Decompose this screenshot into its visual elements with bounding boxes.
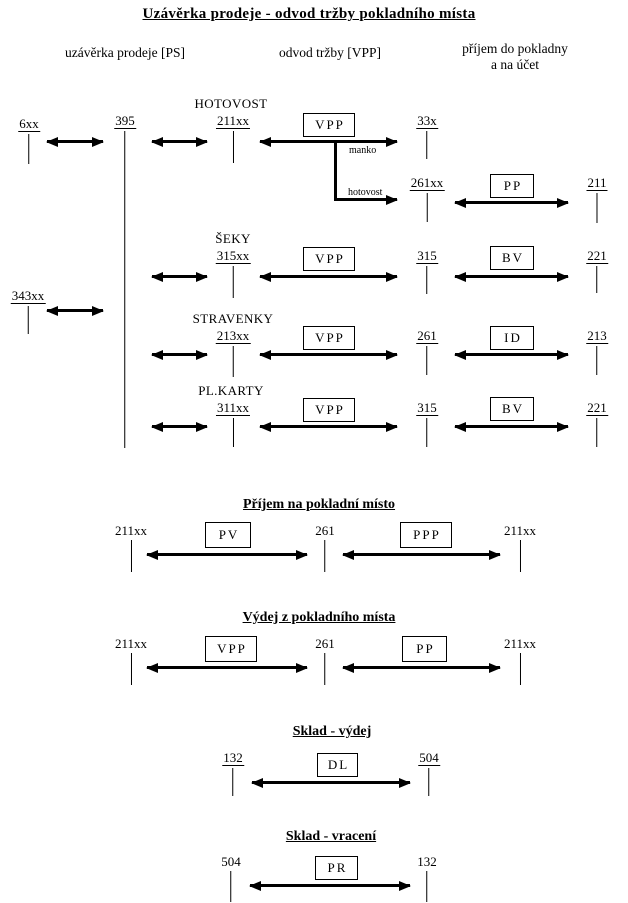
- account-stem: [325, 653, 326, 685]
- account-stem: [325, 540, 326, 572]
- column-header-receipt-line2: a na účet: [491, 57, 539, 72]
- t-account-261xx: 261xx: [410, 175, 445, 222]
- account-stem: [427, 193, 428, 222]
- account-stem: [427, 418, 428, 447]
- doc-box-pv: PV: [205, 522, 251, 548]
- manko-label: manko: [349, 145, 377, 156]
- account-stem: [520, 540, 521, 572]
- column-header-transfer: odvod tržby [VPP]: [279, 45, 381, 60]
- t-account-33x: 33x: [416, 113, 438, 159]
- category-label-stravenky: STRAVENKY: [192, 311, 274, 326]
- account-stem: [597, 418, 598, 447]
- category-label-plkarty: PL.KARTY: [198, 383, 264, 398]
- doc-box-vpp: VPP: [205, 636, 257, 662]
- doc-box-dl: DL: [317, 753, 358, 777]
- account-stem: [597, 346, 598, 375]
- t-account-132: 132: [222, 750, 244, 796]
- double-arrow-315-221: [455, 275, 568, 278]
- t-account-213xx: 213xx: [216, 328, 251, 377]
- account-stem: [520, 653, 521, 685]
- doc-box-id: ID: [490, 326, 534, 350]
- t-account-211xx-left: 211xx: [114, 523, 148, 572]
- t-account-261: 261: [314, 523, 336, 572]
- double-arrow-vpp-row3: [260, 353, 397, 356]
- column-header-closing: uzávěrka prodeje [PS]: [65, 45, 185, 60]
- account-stem: [29, 134, 30, 164]
- category-label-hotovost: HOTOVOST: [194, 96, 268, 111]
- double-arrow-manko: [260, 140, 397, 143]
- arrow-hotovost: [336, 198, 397, 201]
- double-arrow-vpp-row4: [260, 425, 397, 428]
- doc-box-pp: PP: [402, 636, 447, 662]
- double-arrow-395-211xx: [152, 140, 207, 143]
- doc-box-vpp: VPP: [303, 113, 355, 137]
- doc-box-pp: PP: [490, 174, 534, 198]
- account-stem: [131, 653, 132, 685]
- doc-box-pr: PR: [315, 856, 358, 880]
- doc-box-vpp: VPP: [303, 326, 355, 350]
- account-stem: [233, 266, 234, 298]
- double-arrow-ppp: [343, 553, 500, 556]
- double-arrow-vpp-row2: [260, 275, 397, 278]
- account-stem: [427, 346, 428, 375]
- double-arrow-395-311xx: [152, 425, 207, 428]
- t-account-504: 504: [418, 750, 440, 796]
- double-arrow-6xx-395: [47, 140, 103, 143]
- double-arrow-261xx-211: [455, 201, 568, 204]
- account-stem: [427, 871, 428, 902]
- double-arrow-395-213xx: [152, 353, 207, 356]
- t-account-395: 395: [114, 113, 136, 448]
- doc-box-ppp: PPP: [400, 522, 452, 548]
- doc-box-bv: BV: [490, 246, 534, 270]
- t-account-315: 315: [416, 400, 438, 447]
- doc-box-bv: BV: [490, 397, 534, 421]
- t-account-221: 221: [586, 400, 608, 447]
- double-arrow-pv: [147, 553, 307, 556]
- account-stem: [427, 131, 428, 159]
- t-account-504: 504: [220, 854, 242, 902]
- t-account-261: 261: [314, 636, 336, 685]
- column-header-receipt-line1: příjem do pokladny: [462, 41, 568, 56]
- account-stem: [233, 346, 234, 377]
- t-account-6xx: 6xx: [18, 116, 40, 164]
- t-account-221: 221: [586, 248, 608, 293]
- t-account-261: 261: [416, 328, 438, 375]
- page-title: Uzávěrka prodeje - odvod tržby pokladního místa: [142, 6, 476, 22]
- t-account-311xx: 311xx: [216, 400, 250, 447]
- doc-box-vpp: VPP: [303, 398, 355, 422]
- account-stem: [597, 266, 598, 293]
- account-stem: [427, 266, 428, 294]
- double-arrow-261-213: [455, 353, 568, 356]
- account-stem: [429, 768, 430, 796]
- category-label-seky: ŠEKY: [215, 231, 251, 246]
- branch-line-vertical: [334, 142, 337, 201]
- account-stem: [233, 131, 234, 163]
- double-arrow-pp: [343, 666, 500, 669]
- t-account-132: 132: [416, 854, 438, 902]
- doc-box-vpp: VPP: [303, 247, 355, 271]
- account-stem: [28, 306, 29, 334]
- double-arrow-vpp: [147, 666, 307, 669]
- t-account-315xx: 315xx: [216, 248, 251, 298]
- t-account-211xx-right: 211xx: [503, 636, 537, 685]
- t-account-211: 211: [586, 175, 607, 223]
- section-title-vydej: Výdej z pokladního místa: [242, 610, 396, 625]
- t-account-211xx-right: 211xx: [503, 523, 537, 572]
- column-header-receipt: [462, 41, 568, 73]
- account-stem: [125, 131, 126, 448]
- t-account-343xx: 343xx: [11, 288, 46, 334]
- double-arrow-dl: [252, 781, 410, 784]
- double-arrow-315-221: [455, 425, 568, 428]
- t-account-211xx: 211xx: [216, 113, 250, 163]
- account-stem: [231, 871, 232, 902]
- section-title-sklad-vraceni: Sklad - vracení: [285, 829, 377, 844]
- t-account-211xx-left: 211xx: [114, 636, 148, 685]
- section-title-sklad-vydej: Sklad - výdej: [292, 724, 372, 739]
- hotovost-label: hotovost: [348, 187, 383, 198]
- account-stem: [233, 768, 234, 796]
- double-arrow-395-315xx: [152, 275, 207, 278]
- t-account-315: 315: [416, 248, 438, 294]
- t-account-213: 213: [586, 328, 608, 375]
- section-title-prijem: Příjem na pokladní místo: [242, 497, 396, 512]
- double-arrow-343xx-395: [47, 309, 103, 312]
- account-stem: [597, 193, 598, 223]
- account-stem: [131, 540, 132, 572]
- double-arrow-pr: [250, 884, 410, 887]
- account-stem: [233, 418, 234, 447]
